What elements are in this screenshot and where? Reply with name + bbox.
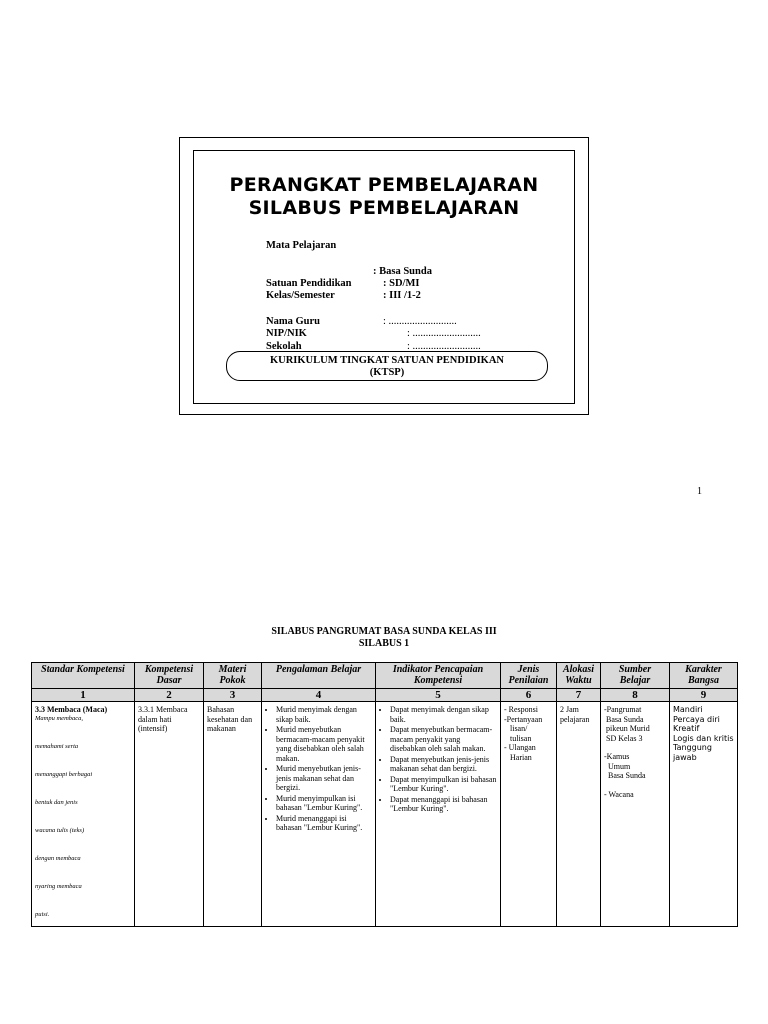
standar-line: dengan membaca	[35, 854, 81, 862]
header-standar-kompetensi: Standar Kompetensi	[32, 663, 135, 689]
jenis-line: -Pertanyaan	[504, 714, 543, 724]
sumber-line: -Pangrumat	[604, 705, 642, 714]
nip-nik-label: NIP/NIK	[266, 328, 307, 339]
nama-guru-value: : ..........................	[383, 316, 457, 327]
jenis-line: - Ulangan	[504, 743, 536, 752]
header-sumber-belajar: Sumber Belajar	[601, 663, 670, 689]
cell-jenis-penilaian	[501, 702, 557, 927]
syllabus-table	[31, 662, 738, 927]
header-karakter-bangsa: Karakter Bangsa	[670, 663, 738, 689]
list-item: • Dapat menyebutkan jenis-jenis makanan sehat dan bergizi.	[390, 755, 497, 774]
sumber-line: - Wacana	[604, 789, 634, 799]
sumber-line: pikeun Murid	[606, 724, 650, 733]
cell-sumber-belajar	[601, 702, 670, 927]
sumber-line: Basa Sunda	[608, 771, 646, 780]
table-row	[32, 702, 738, 927]
standar-line: puisi.	[35, 910, 50, 918]
cover-title-line1: PERANGKAT PEMBELAJARAN	[229, 174, 539, 196]
column-number: 8	[601, 689, 670, 702]
list-item: • Dapat menyimpulkan isi bahasan "Lembur Kuring".	[390, 775, 497, 794]
column-number: 9	[670, 689, 738, 702]
sumber-line: -Kamus	[604, 752, 630, 761]
cell-pengalaman-belajar	[262, 702, 376, 927]
standar-line: bentuk dan jenis	[35, 798, 78, 806]
header-materi-pokok: Materi Pokok	[204, 663, 262, 689]
satuan-pendidikan-value: : SD/MI	[383, 278, 420, 289]
page-number: 1	[697, 486, 702, 497]
cover-title-line2: SILABUS PEMBELAJARAN	[248, 197, 520, 219]
sumber-line: Umum	[608, 761, 631, 771]
header-indikator: Indikator Pencapaian Kompetensi	[376, 663, 501, 689]
column-number: 1	[32, 689, 135, 702]
header-alokasi-waktu: Alokasi Waktu	[557, 663, 601, 689]
list-item: • Dapat menyebutkan bermacam-macam penyakit yang disebabkan oleh salah makan.	[390, 725, 497, 754]
standar-line: menanggapi berbagai	[35, 770, 93, 778]
column-number: 3	[204, 689, 262, 702]
cell-alokasi-waktu: 2 Jam pelajaran	[557, 702, 601, 927]
list-item: • Murid menanggapi isi bahasan "Lembur Kuring".	[276, 814, 372, 833]
table-header-row	[32, 663, 738, 689]
nama-guru-label: Nama Guru	[266, 316, 320, 327]
sekolah-label: Sekolah	[266, 341, 302, 352]
mata-pelajaran-value: : Basa Sunda	[373, 266, 432, 277]
list-item: • Dapat menanggapi isi bahasan "Lembur Kuring".	[390, 795, 497, 814]
list-item: • Dapat menyimak dengan sikap baik.	[390, 705, 497, 724]
kelas-semester-label: Kelas/Semester	[266, 290, 335, 301]
karakter-line: Percaya diri	[673, 714, 720, 724]
header-jenis-penilaian: Jenis Penilaian	[501, 663, 557, 689]
list-item: • Murid menyimak dengan sikap baik.	[276, 705, 372, 724]
list-item: • Murid menyebutkan jenis-jenis makanan sehat dan bergizi.	[276, 764, 372, 793]
jenis-line: Harian	[510, 752, 532, 762]
list-item: • Murid menyebutkan bermacam-macam penyakit yang disebabkan oleh salah makan.	[276, 725, 372, 763]
column-number: 4	[262, 689, 376, 702]
jenis-line: lisan/	[510, 724, 528, 733]
standar-line: memahami serta	[35, 742, 79, 750]
column-number-row	[32, 689, 738, 702]
standar-line: Mampu membaca,	[35, 714, 84, 722]
cell-standar-kompetensi	[32, 702, 135, 927]
column-number: 7	[557, 689, 601, 702]
mata-pelajaran-label: Mata Pelajaran	[266, 240, 337, 251]
satuan-pendidikan-label: Satuan Pendidikan	[266, 278, 352, 289]
standar-line: wacana tulis (teks)	[35, 826, 85, 834]
jenis-line: tulisan	[510, 733, 532, 743]
sumber-spacer	[604, 743, 666, 752]
header-pengalaman-belajar: Pengalaman Belajar	[262, 663, 376, 689]
kurikulum-banner	[226, 351, 548, 381]
karakter-line: Kreatif	[673, 724, 700, 733]
sumber-line: SD Kelas 3	[606, 733, 643, 743]
karakter-line: Logis dan kritis	[673, 733, 734, 743]
cell-kompetensi-dasar: 3.3.1 Membaca dalam hati (intensif)	[135, 702, 204, 927]
sumber-spacer	[604, 781, 666, 790]
kurikulum-line2: (KTSP)	[369, 367, 405, 378]
cell-materi-pokok: Bahasan kesehatan dan makanan	[204, 702, 262, 927]
header-kompetensi-dasar: Kompetensi Dasar	[135, 663, 204, 689]
karakter-line: Mandiri	[673, 705, 703, 714]
column-number: 6	[501, 689, 557, 702]
sumber-line: Basa Sunda	[606, 714, 644, 724]
cell-indikator	[376, 702, 501, 927]
syllabus-subtitle: SILABUS 1	[358, 638, 410, 649]
sekolah-value: : ..........................	[407, 341, 481, 352]
column-number: 2	[135, 689, 204, 702]
standar-line: nyaring membaca	[35, 882, 82, 890]
list-item: • Murid menyimpulkan isi bahasan "Lembur Kuring".	[276, 794, 372, 813]
nip-nik-value: : ..........................	[407, 328, 481, 339]
syllabus-title: SILABUS PANGRUMAT BASA SUNDA KELAS III	[271, 626, 497, 637]
cell-karakter-bangsa	[670, 702, 738, 927]
standar-heading: 3.3 Membaca (Maca)	[35, 705, 108, 714]
karakter-line: Tanggung jawab	[673, 743, 712, 762]
kurikulum-line1: KURIKULUM TINGKAT SATUAN PENDIDIKAN	[269, 355, 505, 366]
column-number: 5	[376, 689, 501, 702]
kelas-semester-value: : III /1-2	[383, 290, 421, 301]
jenis-line: - Responsi	[504, 705, 538, 714]
